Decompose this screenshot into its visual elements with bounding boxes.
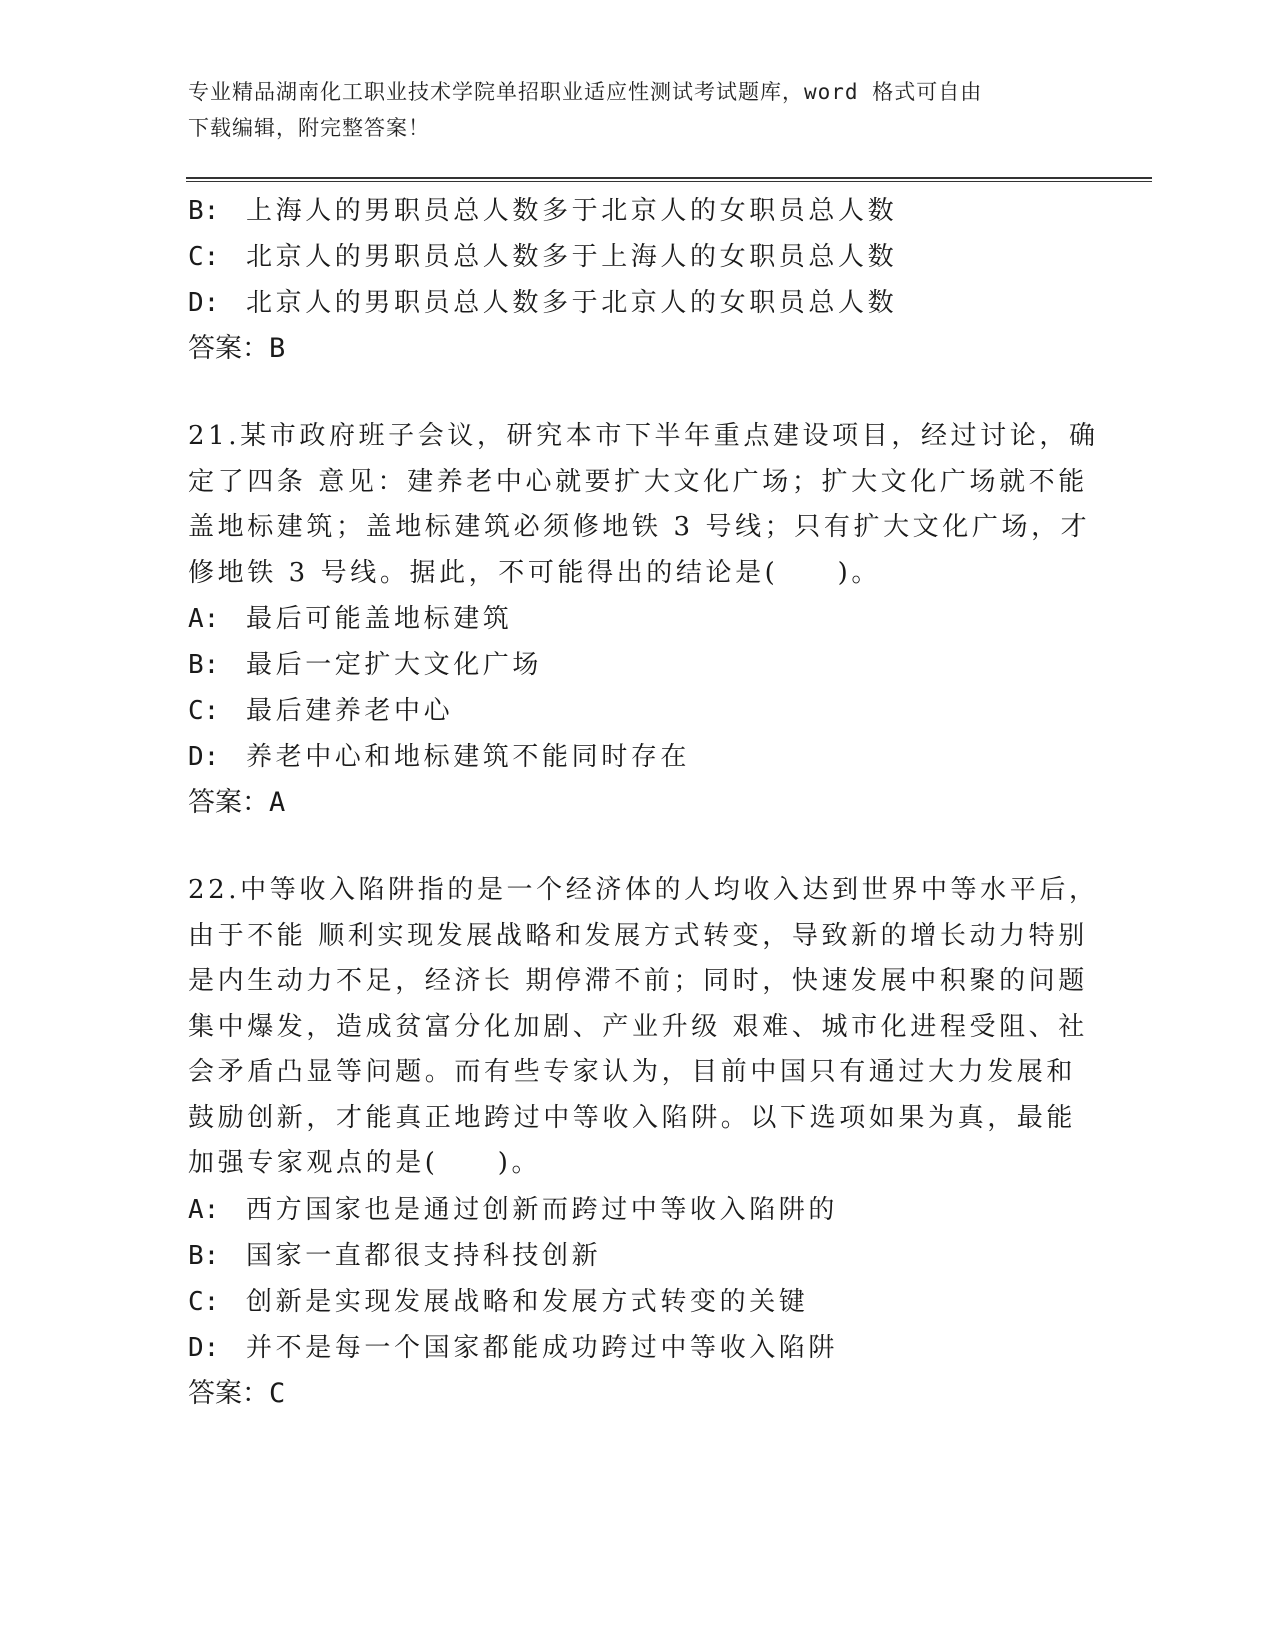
header-divider-secondary xyxy=(186,181,1152,182)
question-21 xyxy=(188,414,1108,826)
option-letter: B: xyxy=(188,196,220,226)
option-letter: A: xyxy=(188,1194,220,1225)
option-a xyxy=(188,1187,1108,1233)
option-c xyxy=(188,1279,1108,1325)
page-header xyxy=(188,74,1088,146)
option-letter: D: xyxy=(188,742,220,772)
stem-line: 盖地标建筑；盖地标建筑必须修地铁 3 号线；只有扩大文化广场，才 xyxy=(188,512,1091,542)
option-text: 上海人的男职员总人数多于北京人的女职员总人数 xyxy=(246,196,898,226)
option-text: 国家一直都很支持科技创新 xyxy=(246,1240,602,1271)
option-b xyxy=(188,642,1108,688)
option-text: 最后一定扩大文化广场 xyxy=(246,650,543,680)
stem-line: 修地铁 3 号线。据此，不可能得出的结论是( )。 xyxy=(188,557,881,588)
option-text: 并不是每一个国家都能成功跨过中等收入陷阱 xyxy=(246,1332,839,1363)
answer-value: C xyxy=(269,1377,286,1409)
option-a xyxy=(188,596,1108,642)
option-c xyxy=(188,234,1108,280)
option-letter: B: xyxy=(188,650,220,680)
question-stem xyxy=(188,414,1108,596)
stem-line: 鼓励创新，才能真正地跨过中等收入陷阱。以下选项如果为真，最能 xyxy=(188,1102,1077,1133)
spacer xyxy=(188,826,1108,868)
header-line: 专业精品湖南化工职业技术学院单招职业适应性测试考试题库，word 格式可自由 xyxy=(188,80,983,104)
answer-line xyxy=(188,780,1108,826)
stem-line: 集中爆发，造成贫富分化加剧、产业升级 艰难、城市化进程受阻、社 xyxy=(188,1011,1088,1042)
option-d xyxy=(188,734,1108,780)
stem-line: 22.中等收入陷阱指的是一个经济体的人均收入达到世界中等水平后， xyxy=(188,875,1099,905)
option-text: 北京人的男职员总人数多于北京人的女职员总人数 xyxy=(246,288,898,318)
option-letter: D: xyxy=(188,1332,220,1363)
option-d xyxy=(188,280,1108,326)
option-letter: A: xyxy=(188,604,220,634)
option-text: 最后可能盖地标建筑 xyxy=(246,604,513,634)
document-body xyxy=(188,188,1108,1417)
stem-line: 会矛盾凸显等问题。而有些专家认为，目前中国只有通过大力发展和 xyxy=(188,1057,1077,1087)
option-b xyxy=(188,188,1108,234)
option-d xyxy=(188,1325,1108,1371)
option-text: 西方国家也是通过创新而跨过中等收入陷阱的 xyxy=(246,1194,839,1225)
answer-line xyxy=(188,326,1108,372)
option-text: 最后建养老中心 xyxy=(246,696,454,726)
option-letter: C: xyxy=(188,1286,220,1317)
answer-label: 答案： xyxy=(188,333,269,364)
header-divider xyxy=(186,177,1152,179)
question-20-continued xyxy=(188,188,1108,372)
question-stem xyxy=(188,868,1108,1187)
option-letter: C: xyxy=(188,242,220,272)
stem-line: 21.某市政府班子会议，研究本市下半年重点建设项目，经过讨论，确 xyxy=(188,421,1099,451)
answer-value: B xyxy=(269,333,286,364)
stem-line: 是内生动力不足，经济长 期停滞不前；同时，快速发展中积聚的问题 xyxy=(188,966,1088,996)
option-text: 北京人的男职员总人数多于上海人的女职员总人数 xyxy=(246,242,898,272)
answer-line xyxy=(188,1371,1108,1417)
answer-label: 答案： xyxy=(188,787,269,818)
option-letter: B: xyxy=(188,1240,220,1271)
option-text: 养老中心和地标建筑不能同时存在 xyxy=(246,742,691,772)
stem-line: 定了四条 意见：建养老中心就要扩大文化广场；扩大文化广场就不能 xyxy=(188,466,1088,497)
option-b xyxy=(188,1233,1108,1279)
spacer xyxy=(188,372,1108,414)
header-line: 下载编辑，附完整答案！ xyxy=(188,116,430,140)
option-c xyxy=(188,688,1108,734)
option-letter: D: xyxy=(188,288,220,318)
answer-label: 答案： xyxy=(188,1377,269,1409)
option-letter: C: xyxy=(188,696,220,726)
stem-line: 由于不能 顺利实现发展战略和发展方式转变，导致新的增长动力特别 xyxy=(188,920,1088,951)
option-text: 创新是实现发展战略和发展方式转变的关键 xyxy=(246,1286,809,1317)
question-22 xyxy=(188,868,1108,1417)
stem-line: 加强专家观点的是( )。 xyxy=(188,1148,542,1178)
answer-value: A xyxy=(269,787,286,818)
